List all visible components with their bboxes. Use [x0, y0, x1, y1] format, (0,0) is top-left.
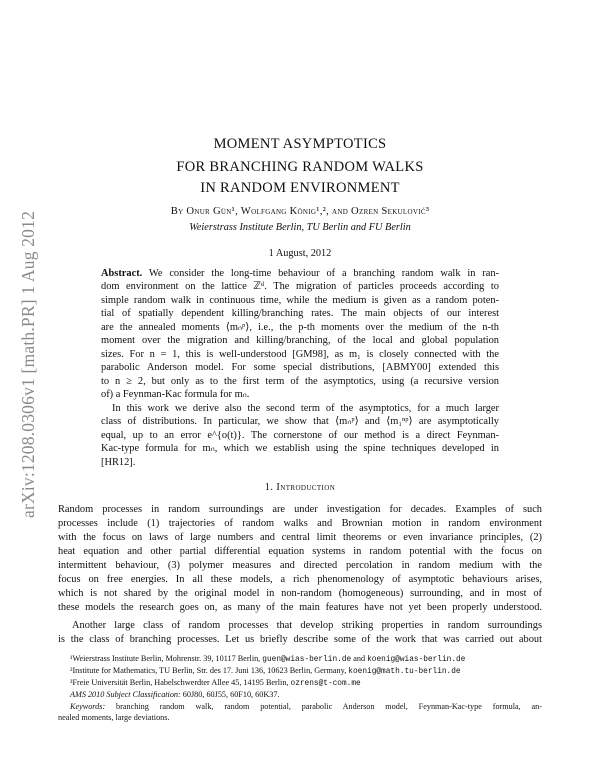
body-line: intermittent behaviour, (3) polymer measures and directed percolation in random medium with the [58, 560, 542, 571]
abstract-line: are the annealed moments ⟨mₙᵖ⟩, i.e., the p-th moments over the medium of the n-th [101, 322, 499, 333]
abstract-line: Abstract. We consider the long-time behaviour of a branching random walk in ran- [101, 268, 499, 279]
abstract-p2-line: In this work we derive also the second term of the asymptotics, for a much larger [112, 403, 499, 414]
footnote-3: ³Freie Universität Berlin, Habelschwerdter Allee 45, 14195 Berlin, ozrens@t-com.me [70, 678, 361, 688]
date: 1 August, 2012 [268, 248, 332, 259]
abstract-p2-line: class of distributions. In particular, we show that ⟨mₙᵖ⟩ and ⟨m₁ⁿᵖ⟩ are asymptotically [101, 416, 499, 427]
title-line-2: FOR BRANCHING RANDOM WALKS [176, 159, 424, 175]
abstract-p2-line: Kac-type formula for mₙ, which we establish using the spine techniques developed in [101, 443, 499, 454]
body-line: Random processes in random surroundings are under investigation for decades. Examples of such [58, 504, 542, 515]
abstract-line: simple random walk in continuous time, while the medium is given as a random poten- [101, 295, 499, 306]
body-line: processes include (1) trajectories of random walks and Brownian motion in random environment [58, 518, 542, 529]
body-line: with the focus on laws of large numbers and central limit theorems or even invariance principles, (2) [58, 532, 542, 543]
keywords-line: Keywords: branching random walk, random potential, parabolic Anderson model, Feynman-Kac-type formula, an- [70, 702, 543, 711]
section-heading: 1. Introduction [264, 482, 336, 493]
msc-classification: AMS 2010 Subject Classification: 60J80, 60J55, 60F10, 60K37. [70, 690, 280, 699]
body-line: which is not shared by the original model in non-random (homogeneous) surrounding, and in most of [58, 588, 542, 599]
abstract-line: tial of spatially dependent killing/branching rates. The main objects of our interest [101, 308, 499, 319]
abstract-p2-line: [HR12]. [101, 457, 136, 468]
title-line-1: MOMENT ASYMPTOTICS [213, 136, 387, 152]
abstract-line: sizes. For n = 1, this is well-understood [GM98], as m₁ is closely connected with the [101, 349, 499, 360]
footnote-1: ¹Weierstrass Institute Berlin, Mohrenstr. 39, 10117 Berlin, guen@wias-berlin.de and koenig@wias-berlin.de [70, 654, 466, 664]
abstract-p2-line: equal, up to an error e^{o(t)}. The cornerstone of our method is a direct Feynman- [101, 430, 499, 441]
body-line: is the class of branching processes. Let us briefly describe some of the work that was carried out about [58, 634, 542, 645]
abstract-line: of) a Feynman-Kac formula for mₙ. [101, 389, 250, 400]
email-link[interactable]: guen@wias-berlin.de [262, 656, 352, 664]
body-line: focus on free energies. In all these models, a rich phenomenology of asymptotic behaviours arises, [58, 574, 542, 585]
authors: By Onur Gün¹, Wolfgang König¹,², and Ozren Sekulović³ [170, 206, 430, 217]
abstract-line: moment over the migration and killing/branching, of the local and global population [101, 335, 499, 346]
body-line: these models the research goes on, as many of the main features have not yet been properly understood. [58, 602, 542, 613]
abstract-line: dom environment on the lattice ℤᵈ. The migration of particles proceeds according to [101, 281, 499, 292]
email-link[interactable]: koenig@wias-berlin.de [367, 656, 466, 664]
arxiv-id: arXiv:1208.0306v1 [math.PR] 1 Aug 2012 [18, 210, 39, 518]
abstract-line: to n ≥ 2, but only as to the first term of the asymptotics, using (a recursive version [101, 376, 499, 387]
title-line-3: IN RANDOM ENVIRONMENT [200, 180, 400, 196]
abstract-line: parabolic Anderson model. For some special distributions, [ABMY00] extended this [101, 362, 499, 373]
body-line: heat equation and other partial differential equation systems in random potential with the focus on [58, 546, 542, 557]
email-link[interactable]: ozrens@t-com.me [290, 680, 361, 688]
body-line: Another large class of random processes that develop striking properties in random surroundings [72, 620, 542, 631]
keywords-line: nealed moments, large deviations. [58, 713, 170, 722]
email-link[interactable]: koenig@math.tu-berlin.de [348, 668, 461, 676]
abstract-label: Abstract. [101, 268, 143, 279]
footnote-2: ²Institute for Mathematics, TU Berlin, Str. des 17. Juni 136, 10623 Berlin, Germany, koenig@math.tu-berlin.de [70, 666, 461, 676]
affiliation: Weierstrass Institute Berlin, TU Berlin and FU Berlin [189, 222, 411, 233]
